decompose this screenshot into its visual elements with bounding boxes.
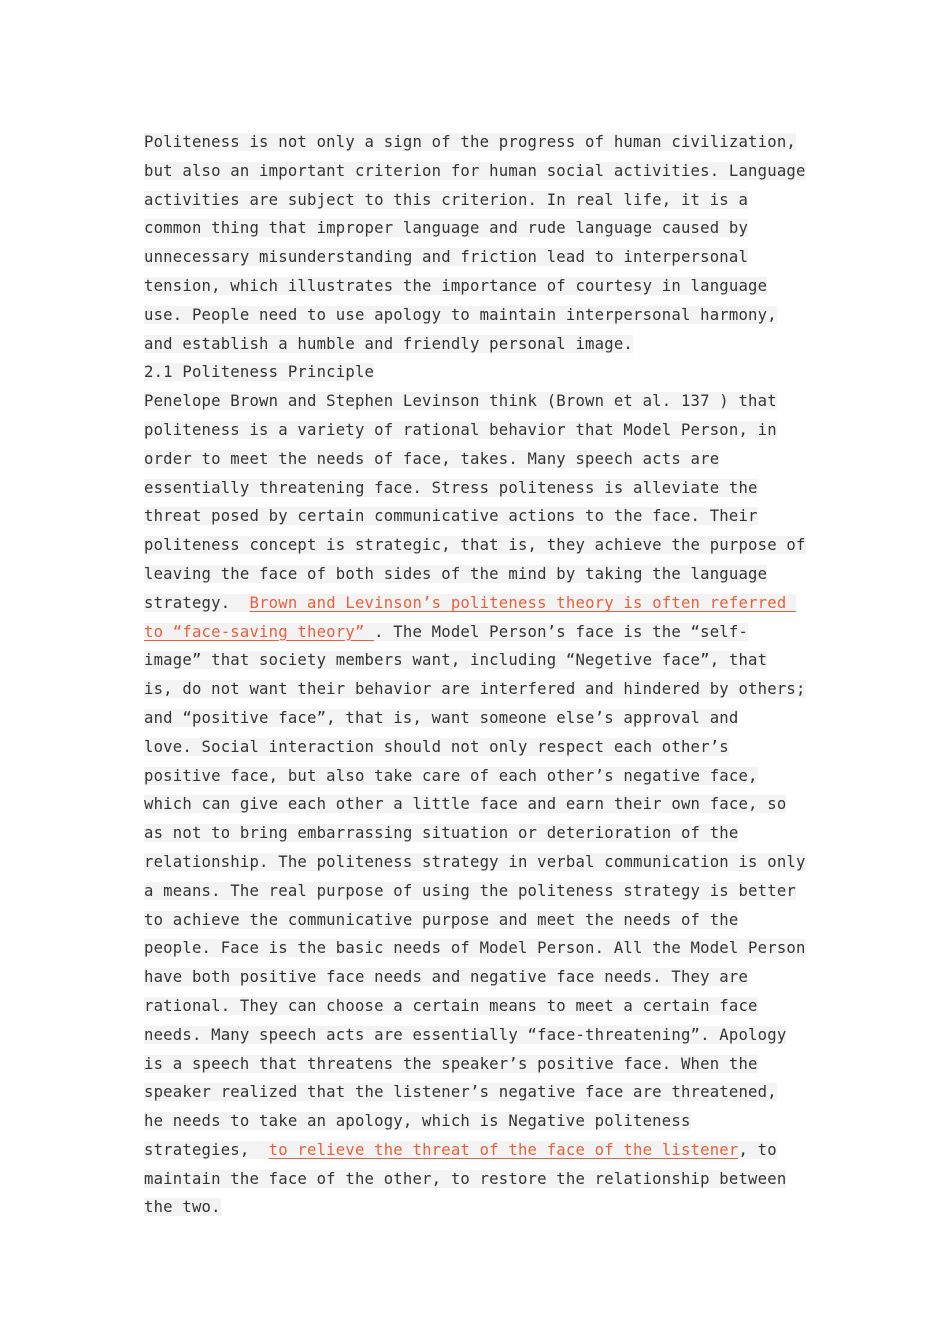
line-text: politeness is a variety of rational behavior that Model Person, in — [144, 420, 777, 439]
text-line — [144, 560, 816, 589]
text-line — [144, 963, 816, 992]
line-text: positive face, but also take care of each other’s negative face, — [144, 766, 758, 785]
text-line — [144, 128, 816, 157]
line-text: activities are subject to this criterion. In real life, it is a — [144, 190, 749, 209]
line-text: , to — [738, 1140, 777, 1159]
line-text: the two. — [144, 1198, 221, 1217]
highlighted-reference[interactable]: to relieve the threat of the face of the listener — [268, 1140, 739, 1159]
text-line — [144, 330, 816, 359]
text-line — [144, 733, 816, 762]
section-heading — [144, 358, 816, 387]
text-line — [144, 214, 816, 243]
text-line — [144, 618, 816, 647]
text-line — [144, 243, 816, 272]
line-text: which can give each other a little face and earn their own face, so — [144, 795, 787, 814]
text-line — [144, 272, 816, 301]
text-line — [144, 704, 816, 733]
line-text: is, do not want their behavior are interfered and hindered by others; — [144, 680, 806, 699]
line-text: threat posed by certain communicative actions to the face. Their — [144, 507, 758, 526]
line-text: needs. Many speech acts are essentially “face-threatening”. Apology — [144, 1025, 787, 1044]
line-text: but also an important criterion for human social activities. Language — [144, 161, 806, 180]
text-line — [144, 934, 816, 963]
line-text: Penelope Brown and Stephen Levinson think (Brown et al. 137 ) that — [144, 392, 777, 411]
text-line — [144, 790, 816, 819]
text-line — [144, 531, 816, 560]
text-line — [144, 502, 816, 531]
text-line — [144, 1193, 816, 1222]
line-text: as not to bring embarrassing situation or deterioration of the — [144, 824, 739, 843]
line-text: Politeness is not only a sign of the progress of human civilization, — [144, 133, 796, 151]
line-text: essentially threatening face. Stress politeness is alleviate the — [144, 478, 758, 497]
text-line — [144, 301, 816, 330]
text-line — [144, 186, 816, 215]
line-text: tension, which illustrates the importance of courtesy in language — [144, 276, 768, 295]
line-text: he needs to take an apology, which is Negative politeness — [144, 1112, 691, 1131]
line-text: people. Face is the basic needs of Model Person. All the Model Person — [144, 939, 806, 958]
line-text: strategies, — [144, 1140, 269, 1159]
text-line — [144, 1136, 816, 1165]
text-line — [144, 848, 816, 877]
line-text: and “positive face”, that is, want someone else’s approval and — [144, 708, 739, 727]
text-line — [144, 474, 816, 503]
text-line — [144, 157, 816, 186]
line-text: to achieve the communicative purpose and meet the needs of the — [144, 910, 739, 929]
line-text: common thing that improper language and rude language caused by — [144, 219, 749, 238]
line-text: politeness concept is strategic, that is, they achieve the purpose of — [144, 536, 806, 555]
line-text: a means. The real purpose of using the politeness strategy is better — [144, 881, 796, 900]
line-text: order to meet the needs of face, takes. Many speech acts are — [144, 449, 720, 468]
line-text: and establish a humble and friendly personal image. — [144, 334, 633, 353]
heading-text: 2.1 Politeness Principle — [144, 363, 375, 382]
line-text: love. Social interaction should not only respect each other’s — [144, 737, 729, 756]
line-text: strategy. — [144, 593, 250, 612]
line-text: is a speech that threatens the speaker’s positive face. When the — [144, 1054, 758, 1073]
text-line — [144, 1165, 816, 1194]
text-line — [144, 1050, 816, 1079]
highlighted-reference[interactable]: Brown and Levinson’s politeness theory is often referred — [249, 593, 797, 612]
text-line — [144, 1078, 816, 1107]
line-text: unnecessary misunderstanding and friction lead to interpersonal — [144, 248, 749, 267]
body-text — [144, 128, 816, 1222]
text-line — [144, 416, 816, 445]
line-text: use. People need to use apology to maintain interpersonal harmony, — [144, 305, 777, 324]
line-text: maintain the face of the other, to restore the relationship between — [144, 1169, 787, 1188]
text-line — [144, 1107, 816, 1136]
text-line — [144, 762, 816, 791]
line-text: relationship. The politeness strategy in verbal communication is only — [144, 852, 806, 871]
text-line — [144, 819, 816, 848]
line-text: image” that society members want, including “Negetive face”, that — [144, 651, 768, 670]
line-text: speaker realized that the listener’s negative face are threatened, — [144, 1083, 777, 1102]
text-line — [144, 387, 816, 416]
line-text: have both positive face needs and negative face needs. They are — [144, 968, 749, 987]
line-text: rational. They can choose a certain means to meet a certain face — [144, 996, 758, 1015]
line-text: . The Model Person’s face is the “self- — [374, 622, 749, 641]
text-line — [144, 992, 816, 1021]
text-line — [144, 877, 816, 906]
line-text: leaving the face of both sides of the mind by taking the language — [144, 564, 768, 583]
text-line — [144, 646, 816, 675]
text-line — [144, 589, 816, 618]
text-line — [144, 1021, 816, 1050]
text-line — [144, 445, 816, 474]
text-line — [144, 675, 816, 704]
text-line — [144, 906, 816, 935]
highlighted-reference[interactable]: to “face-saving theory” — [144, 622, 375, 641]
